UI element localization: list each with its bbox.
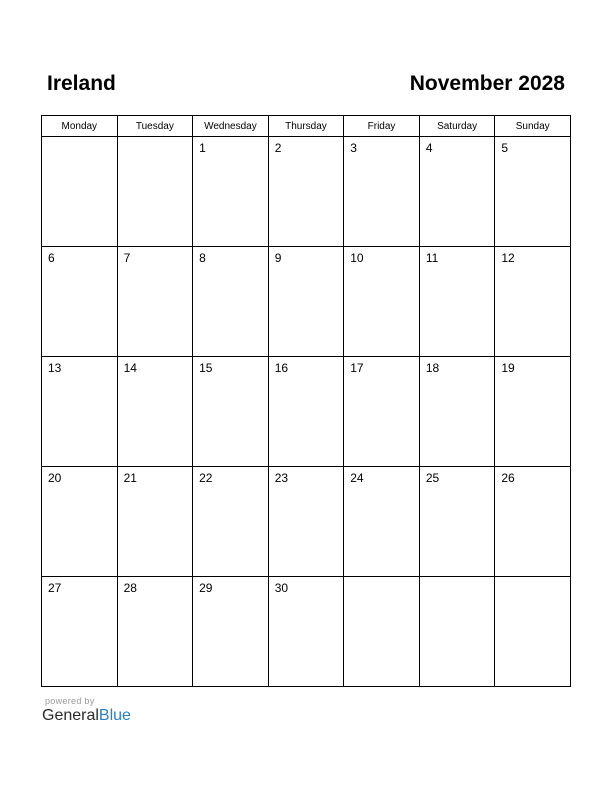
day-cell — [42, 467, 118, 577]
weekday-header-row — [42, 116, 571, 137]
day-cell — [193, 137, 269, 247]
day-cell — [419, 357, 495, 467]
day-number: 3 — [350, 141, 357, 155]
month-year-title: November 2028 — [409, 72, 565, 95]
day-number: 11 — [425, 251, 439, 265]
day-cell — [495, 467, 571, 577]
day-cell — [117, 577, 193, 687]
day-number: 6 — [48, 251, 55, 265]
week-row — [42, 357, 571, 467]
day-cell — [117, 247, 193, 357]
day-number: 5 — [501, 141, 509, 155]
day-cell — [193, 247, 269, 357]
day-number: 19 — [501, 361, 515, 375]
day-cell — [495, 247, 571, 357]
day-cell — [419, 467, 495, 577]
day-cell — [42, 137, 118, 247]
day-number: 28 — [123, 581, 137, 595]
day-number: 22 — [199, 471, 213, 485]
day-number: 10 — [350, 251, 364, 265]
day-number: 18 — [425, 361, 440, 375]
day-number: 24 — [350, 471, 364, 485]
day-cell — [42, 577, 118, 687]
week-row — [42, 137, 571, 247]
day-cell — [268, 247, 344, 357]
day-cell — [495, 357, 571, 467]
day-cell — [344, 577, 420, 687]
brand-name-second: Blue — [98, 707, 131, 724]
day-number: 2 — [274, 141, 282, 155]
day-number: 21 — [123, 471, 137, 485]
day-number: 14 — [123, 361, 137, 375]
day-cell — [117, 137, 193, 247]
day-number: 7 — [123, 251, 131, 265]
day-number: 20 — [48, 471, 62, 485]
day-cell — [42, 357, 118, 467]
footer-branding — [42, 697, 131, 724]
day-number: 29 — [199, 581, 213, 595]
brand-name-first: General — [42, 707, 99, 724]
day-number: 16 — [274, 361, 289, 375]
day-cell — [344, 137, 420, 247]
day-cell — [268, 357, 344, 467]
day-number: 4 — [425, 141, 433, 155]
day-number: 15 — [199, 361, 213, 375]
day-number: 30 — [274, 581, 289, 595]
day-number: 8 — [199, 251, 206, 265]
day-number: 9 — [274, 251, 282, 265]
day-number: 1 — [199, 141, 206, 155]
day-cell — [193, 467, 269, 577]
day-cell — [268, 577, 344, 687]
weekday-header-tuesday: Tuesday — [117, 116, 193, 137]
weekday-header-saturday: Saturday — [419, 116, 495, 137]
brand-logo — [42, 708, 131, 724]
day-cell — [193, 357, 269, 467]
day-number: 12 — [501, 251, 515, 265]
day-number: 17 — [350, 361, 364, 375]
day-cell — [419, 137, 495, 247]
weekday-header-thursday: Thursday — [268, 116, 344, 137]
day-cell — [495, 577, 571, 687]
day-cell — [419, 577, 495, 687]
day-number: 26 — [501, 471, 515, 485]
calendar-grid — [41, 115, 571, 687]
day-cell — [117, 467, 193, 577]
day-cell — [419, 247, 495, 357]
day-cell — [42, 247, 118, 357]
weekday-header-wednesday: Wednesday — [193, 116, 269, 137]
day-cell — [268, 137, 344, 247]
day-cell — [344, 467, 420, 577]
weekday-header-friday: Friday — [344, 116, 420, 137]
day-number: 23 — [274, 471, 289, 485]
day-number — [118, 137, 193, 141]
day-number — [42, 137, 117, 141]
week-row — [42, 577, 571, 687]
week-row — [42, 247, 571, 357]
weekday-header-monday: Monday — [42, 116, 118, 137]
day-number: 27 — [48, 581, 62, 595]
day-cell — [117, 357, 193, 467]
day-number: 25 — [425, 471, 440, 485]
day-cell — [344, 247, 420, 357]
day-cell — [495, 137, 571, 247]
day-number — [344, 577, 419, 581]
day-cell — [344, 357, 420, 467]
weekday-header-sunday: Sunday — [495, 116, 571, 137]
day-cell — [268, 467, 344, 577]
day-cell — [193, 577, 269, 687]
country-title: Ireland — [47, 72, 116, 95]
week-row — [42, 467, 571, 577]
day-number — [495, 577, 570, 581]
day-number: 13 — [48, 361, 62, 375]
day-number — [420, 577, 495, 581]
powered-by-text: powered by — [45, 696, 95, 706]
